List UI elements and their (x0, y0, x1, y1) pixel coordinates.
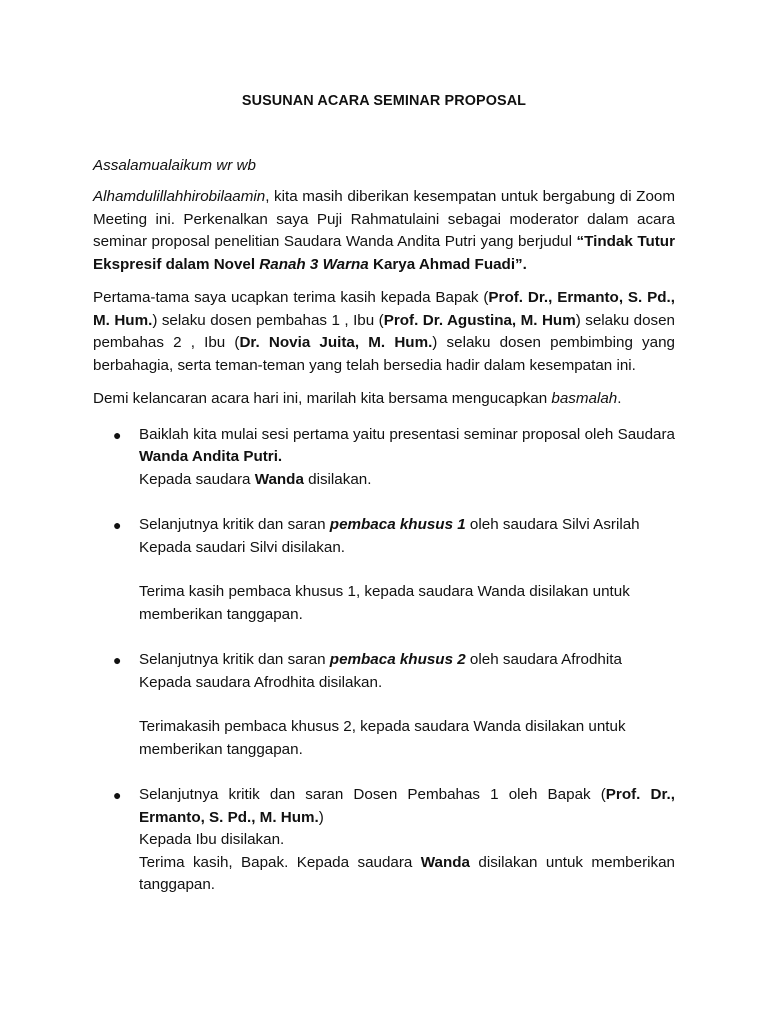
agenda-item-4-thanks-text: Terima kasih, Bapak. Kepada saudara (139, 853, 421, 871)
agenda-item-2 (93, 514, 675, 626)
agenda-item-3-text-1: Selanjutnya kritik dan saran (139, 651, 330, 668)
bullet-icon: ● (113, 517, 122, 533)
agenda-item-3-text-2: oleh saudara Afrodhita (465, 651, 622, 668)
agenda-item-1-line-2 (139, 469, 675, 492)
agenda-item-4-thanks-end: disilakan untuk memberikan tanggapan. (139, 853, 675, 893)
bullet-icon: ● (113, 787, 122, 803)
agenda-item-4-thanks-name: Wanda (420, 853, 470, 871)
novel-title: Ranah 3 Warna (259, 255, 369, 273)
thanks-text-4: ) selaku dosen pembimbing yang berbahagia, serta teman-teman yang telah bersedia hadir dalam kesempatan ini. (93, 334, 675, 374)
agenda-item-1-invite-end: disilakan. (303, 470, 372, 488)
basmalah-end: . (617, 390, 622, 407)
examiner-2-name: Prof. Dr. Agustina, M. Hum (383, 311, 576, 329)
bullet-icon: ● (113, 652, 122, 668)
intro-text: , kita masih diberikan kesempatan untuk bergabung di Zoom Meeting ini. Perkenalkan saya Puji Rahmatulaini sebagai moderator dalam acara seminar proposal penelitian Saudara Wanda Andita Putri yang berjudul (93, 188, 675, 250)
agenda-item-1-text: Baiklah kita mulai sesi pertama yaitu presentasi seminar proposal oleh Saudara (139, 425, 675, 443)
agenda-item-4-line-3 (139, 852, 675, 897)
agenda-item-2-line-3: Terima kasih pembaca khusus 1, kepada saudara Wanda disilakan untuk memberikan tanggapan. (139, 583, 630, 623)
reader-2-label: pembaca khusus 2 (329, 651, 466, 668)
agenda-item-1-line-1 (139, 424, 675, 469)
proposal-title-part-2: Karya Ahmad Fuadi”. (368, 255, 527, 273)
agenda-item-4-line-1 (139, 784, 675, 829)
agenda-item-4-text-1: Selanjutnya kritik dan saran Dosen Pembahas 1 oleh Bapak ( (139, 786, 606, 803)
basmalah-paragraph (93, 388, 675, 411)
agenda-item-4-text-2: ) (318, 808, 324, 826)
thanks-text-1: Pertama-tama saya ucapkan terima kasih kepada Bapak ( (93, 289, 489, 306)
agenda-item-1-invite-name: Wanda (254, 470, 304, 488)
reader-1-label: pembaca khusus 1 (329, 516, 466, 533)
agenda-item-1 (93, 424, 675, 492)
agenda-item-1-invite-text: Kepada saudara (139, 470, 255, 488)
intro-opening: Alhamdulillahhirobilaamin (93, 188, 266, 205)
agenda-item-3-line-2: Kepada saudara Afrodhita disilakan. (139, 673, 383, 691)
agenda-item-2-line-1 (139, 514, 675, 537)
basmalah-text: Demi kelancaran acara hari ini, marilah kita bersama mengucapkan (93, 390, 552, 407)
intro-paragraph (93, 186, 675, 276)
greeting: Assalamualaikum wr wb (93, 156, 256, 174)
bullet-icon: ● (113, 426, 122, 443)
basmalah-word: basmalah (551, 390, 618, 407)
thanks-text-3: ) selaku dosen pembahas 2 , Ibu ( (93, 311, 676, 351)
agenda-item-3-line-1 (139, 649, 675, 672)
spacer (139, 694, 675, 716)
spacer (139, 559, 675, 581)
thanks-text-2: ) selaku dosen pembahas 1 , Ibu ( (152, 311, 384, 329)
presenter-name: Wanda Andita Putri. (139, 448, 283, 465)
agenda-item-4-line-2: Kepada Ibu disilakan. (139, 831, 285, 848)
agenda-item-2-line-2: Kepada saudari Silvi disilakan. (139, 538, 345, 556)
agenda-item-2-text-2: oleh saudara Silvi Asrilah (465, 516, 640, 533)
agenda-item-4 (93, 784, 675, 897)
agenda-item-2-text-1: Selanjutnya kritik dan saran (139, 516, 330, 533)
examiner-1-name-agenda: Prof. Dr., Ermanto, S. Pd., M. Hum. (139, 786, 675, 826)
thanks-paragraph (93, 287, 675, 377)
agenda-list (93, 424, 675, 897)
examiner-1-name: Prof. Dr., Ermanto, S. Pd., M. Hum. (93, 289, 675, 329)
agenda-item-3-line-3: Terimakasih pembaca khusus 2, kepada saudara Wanda disilakan untuk memberikan tanggapan. (139, 718, 626, 758)
document-title: SUSUNAN ACARA SEMINAR PROPOSAL (241, 93, 527, 109)
supervisor-name: Dr. Novia Juita, M. Hum. (239, 334, 433, 351)
proposal-title-part-1: “Tindak Tutur Ekspresif dalam Novel (93, 233, 675, 273)
agenda-item-3 (93, 649, 675, 761)
